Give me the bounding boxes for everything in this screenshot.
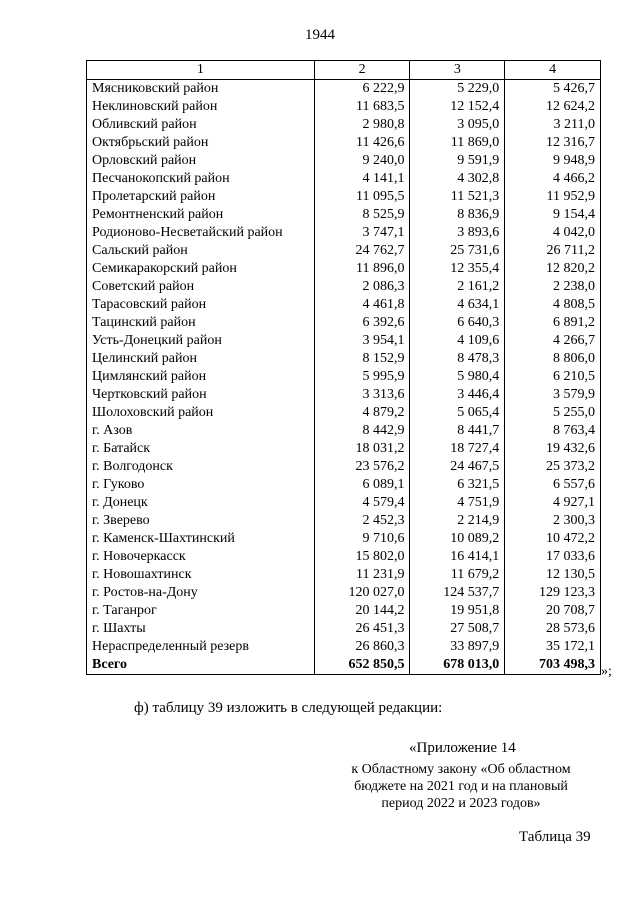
table-row bbox=[87, 152, 601, 170]
territory-name-cell: Чертковский район bbox=[87, 386, 315, 404]
amount-cell: 12 355,4 bbox=[410, 260, 505, 278]
amount-cell: 26 711,2 bbox=[505, 242, 601, 260]
territory-name-cell: Всего bbox=[87, 656, 315, 675]
appendix-reference bbox=[330, 761, 592, 812]
amount-cell: 678 013,0 bbox=[410, 656, 505, 675]
amount-cell: 8 442,9 bbox=[314, 422, 410, 440]
territory-name-cell: г. Таганрог bbox=[87, 602, 315, 620]
amount-cell: 6 321,5 bbox=[410, 476, 505, 494]
amount-cell: 2 452,3 bbox=[314, 512, 410, 530]
amount-cell: 129 123,3 bbox=[505, 584, 601, 602]
table-row bbox=[87, 476, 601, 494]
amount-cell: 2 300,3 bbox=[505, 512, 601, 530]
amount-cell: 8 152,9 bbox=[314, 350, 410, 368]
territory-name-cell: г. Зверево bbox=[87, 512, 315, 530]
territory-name-cell: Пролетарский район bbox=[87, 188, 315, 206]
amount-cell: 703 498,3 bbox=[505, 656, 601, 675]
territory-name-cell: Усть-Донецкий район bbox=[87, 332, 315, 350]
amendment-paragraph: ф) таблицу 39 изложить в следующей редакции: bbox=[134, 700, 443, 716]
territory-name-cell: г. Шахты bbox=[87, 620, 315, 638]
amount-cell: 26 860,3 bbox=[314, 638, 410, 656]
amount-cell: 4 302,8 bbox=[410, 170, 505, 188]
table-row bbox=[87, 404, 601, 422]
table-row bbox=[87, 134, 601, 152]
amount-cell: 2 214,9 bbox=[410, 512, 505, 530]
page-number: 1944 bbox=[305, 27, 335, 43]
amount-cell: 8 763,4 bbox=[505, 422, 601, 440]
territory-name-cell: Орловский район bbox=[87, 152, 315, 170]
territory-name-cell: г. Каменск-Шахтинский bbox=[87, 530, 315, 548]
amount-cell: 120 027,0 bbox=[314, 584, 410, 602]
amount-cell: 5 229,0 bbox=[410, 80, 505, 99]
table-row bbox=[87, 80, 601, 99]
table-row bbox=[87, 548, 601, 566]
amount-cell: 12 316,7 bbox=[505, 134, 601, 152]
amount-cell: 3 313,6 bbox=[314, 386, 410, 404]
amount-cell: 19 432,6 bbox=[505, 440, 601, 458]
amount-cell: 12 130,5 bbox=[505, 566, 601, 584]
amount-cell: 4 879,2 bbox=[314, 404, 410, 422]
table-row bbox=[87, 512, 601, 530]
amount-cell: 19 951,8 bbox=[410, 602, 505, 620]
amount-cell: 6 210,5 bbox=[505, 368, 601, 386]
amount-cell: 4 751,9 bbox=[410, 494, 505, 512]
amount-cell: 4 109,6 bbox=[410, 332, 505, 350]
territory-name-cell: Мясниковский район bbox=[87, 80, 315, 99]
table-row bbox=[87, 386, 601, 404]
amount-cell: 9 154,4 bbox=[505, 206, 601, 224]
territory-name-cell: Октябрьский район bbox=[87, 134, 315, 152]
table-row bbox=[87, 188, 601, 206]
amount-cell: 9 948,9 bbox=[505, 152, 601, 170]
table-row bbox=[87, 494, 601, 512]
amount-cell: 3 579,9 bbox=[505, 386, 601, 404]
territory-name-cell: Песчанокопский район bbox=[87, 170, 315, 188]
amount-cell: 12 624,2 bbox=[505, 98, 601, 116]
table-row bbox=[87, 242, 601, 260]
table-row bbox=[87, 278, 601, 296]
amount-cell: 25 731,6 bbox=[410, 242, 505, 260]
territory-name-cell: Тацинский район bbox=[87, 314, 315, 332]
table-row bbox=[87, 620, 601, 638]
territory-name-cell: г. Гуково bbox=[87, 476, 315, 494]
amount-cell: 3 954,1 bbox=[314, 332, 410, 350]
appendix-line: к Областному закону «Об областном bbox=[351, 762, 571, 777]
amount-cell: 3 095,0 bbox=[410, 116, 505, 134]
appendix-line: бюджете на 2021 год и на плановый bbox=[354, 779, 568, 794]
amount-cell: 9 591,9 bbox=[410, 152, 505, 170]
amount-cell: 8 478,3 bbox=[410, 350, 505, 368]
amount-cell: 28 573,6 bbox=[505, 620, 601, 638]
table-row bbox=[87, 224, 601, 242]
amount-cell: 18 031,2 bbox=[314, 440, 410, 458]
amount-cell: 8 525,9 bbox=[314, 206, 410, 224]
amount-cell: 6 640,3 bbox=[410, 314, 505, 332]
territory-name-cell: Родионово-Несветайский район bbox=[87, 224, 315, 242]
territory-name-cell: Цимлянский район bbox=[87, 368, 315, 386]
amount-cell: 4 042,0 bbox=[505, 224, 601, 242]
territory-name-cell: г. Ростов-на-Дону bbox=[87, 584, 315, 602]
amount-cell: 124 537,7 bbox=[410, 584, 505, 602]
territory-name-cell: Тарасовский район bbox=[87, 296, 315, 314]
table-row bbox=[87, 98, 601, 116]
amount-cell: 12 152,4 bbox=[410, 98, 505, 116]
table-body bbox=[87, 80, 601, 675]
territory-name-cell: Семикаракорский район bbox=[87, 260, 315, 278]
amount-cell: 8 806,0 bbox=[505, 350, 601, 368]
territory-name-cell: г. Волгодонск bbox=[87, 458, 315, 476]
table-row bbox=[87, 638, 601, 656]
table-row bbox=[87, 584, 601, 602]
territory-name-cell: Шолоховский район bbox=[87, 404, 315, 422]
column-header: 3 bbox=[410, 61, 505, 80]
amount-cell: 5 980,4 bbox=[410, 368, 505, 386]
table-row bbox=[87, 530, 601, 548]
amount-cell: 3 747,1 bbox=[314, 224, 410, 242]
appendix-line: период 2022 и 2023 годов» bbox=[381, 796, 541, 811]
table-row bbox=[87, 332, 601, 350]
territory-name-cell: Сальский район bbox=[87, 242, 315, 260]
territory-name-cell: г. Азов bbox=[87, 422, 315, 440]
table-row bbox=[87, 422, 601, 440]
territory-name-cell: г. Новочеркасск bbox=[87, 548, 315, 566]
amount-cell: 25 373,2 bbox=[505, 458, 601, 476]
appendix-title: «Приложение 14 bbox=[409, 740, 516, 756]
territory-name-cell: г. Новошахтинск bbox=[87, 566, 315, 584]
table-label: Таблица 39 bbox=[519, 829, 591, 845]
budget-table bbox=[86, 60, 601, 675]
table-header-row bbox=[87, 61, 601, 80]
amount-cell: 27 508,7 bbox=[410, 620, 505, 638]
table-row bbox=[87, 206, 601, 224]
amount-cell: 4 634,1 bbox=[410, 296, 505, 314]
amount-cell: 2 980,8 bbox=[314, 116, 410, 134]
amount-cell: 2 086,3 bbox=[314, 278, 410, 296]
table-row bbox=[87, 116, 601, 134]
amount-cell: 11 679,2 bbox=[410, 566, 505, 584]
amount-cell: 5 995,9 bbox=[314, 368, 410, 386]
table-row bbox=[87, 566, 601, 584]
amount-cell: 5 065,4 bbox=[410, 404, 505, 422]
territory-name-cell: Целинский район bbox=[87, 350, 315, 368]
amount-cell: 2 238,0 bbox=[505, 278, 601, 296]
amount-cell: 11 521,3 bbox=[410, 188, 505, 206]
table-row bbox=[87, 296, 601, 314]
amount-cell: 5 255,0 bbox=[505, 404, 601, 422]
amount-cell: 11 426,6 bbox=[314, 134, 410, 152]
amount-cell: 4 141,1 bbox=[314, 170, 410, 188]
amount-cell: 4 266,7 bbox=[505, 332, 601, 350]
amount-cell: 23 576,2 bbox=[314, 458, 410, 476]
territory-name-cell: г. Донецк bbox=[87, 494, 315, 512]
amount-cell: 5 426,7 bbox=[505, 80, 601, 99]
amount-cell: 18 727,4 bbox=[410, 440, 505, 458]
table-row bbox=[87, 440, 601, 458]
column-header: 4 bbox=[505, 61, 601, 80]
territory-name-cell: Нераспределенный резерв bbox=[87, 638, 315, 656]
amount-cell: 11 231,9 bbox=[314, 566, 410, 584]
territory-name-cell: Советский район bbox=[87, 278, 315, 296]
amount-cell: 20 144,2 bbox=[314, 602, 410, 620]
amount-cell: 6 089,1 bbox=[314, 476, 410, 494]
amount-cell: 17 033,6 bbox=[505, 548, 601, 566]
amount-cell: 9 710,6 bbox=[314, 530, 410, 548]
amount-cell: 4 808,5 bbox=[505, 296, 601, 314]
amount-cell: 3 446,4 bbox=[410, 386, 505, 404]
table-row bbox=[87, 458, 601, 476]
amount-cell: 11 683,5 bbox=[314, 98, 410, 116]
territory-name-cell: г. Батайск bbox=[87, 440, 315, 458]
column-header: 2 bbox=[314, 61, 410, 80]
table-row bbox=[87, 170, 601, 188]
amount-cell: 4 461,8 bbox=[314, 296, 410, 314]
table-row bbox=[87, 260, 601, 278]
amount-cell: 11 095,5 bbox=[314, 188, 410, 206]
amount-cell: 35 172,1 bbox=[505, 638, 601, 656]
amount-cell: 20 708,7 bbox=[505, 602, 601, 620]
amount-cell: 6 891,2 bbox=[505, 314, 601, 332]
amount-cell: 6 557,6 bbox=[505, 476, 601, 494]
amount-cell: 15 802,0 bbox=[314, 548, 410, 566]
amount-cell: 8 441,7 bbox=[410, 422, 505, 440]
amount-cell: 11 869,0 bbox=[410, 134, 505, 152]
table-row bbox=[87, 602, 601, 620]
territory-name-cell: Неклиновский район bbox=[87, 98, 315, 116]
table-row bbox=[87, 350, 601, 368]
amount-cell: 24 762,7 bbox=[314, 242, 410, 260]
amount-cell: 11 896,0 bbox=[314, 260, 410, 278]
amount-cell: 4 466,2 bbox=[505, 170, 601, 188]
amount-cell: 4 579,4 bbox=[314, 494, 410, 512]
territory-name-cell: Обливский район bbox=[87, 116, 315, 134]
amount-cell: 4 927,1 bbox=[505, 494, 601, 512]
amount-cell: 24 467,5 bbox=[410, 458, 505, 476]
table-row bbox=[87, 314, 601, 332]
amount-cell: 10 089,2 bbox=[410, 530, 505, 548]
amount-cell: 6 392,6 bbox=[314, 314, 410, 332]
table-total-row bbox=[87, 656, 601, 675]
territory-name-cell: Ремонтненский район bbox=[87, 206, 315, 224]
amount-cell: 11 952,9 bbox=[505, 188, 601, 206]
table-row bbox=[87, 368, 601, 386]
amount-cell: 12 820,2 bbox=[505, 260, 601, 278]
amount-cell: 10 472,2 bbox=[505, 530, 601, 548]
amount-cell: 26 451,3 bbox=[314, 620, 410, 638]
amount-cell: 652 850,5 bbox=[314, 656, 410, 675]
amount-cell: 3 211,0 bbox=[505, 116, 601, 134]
total-suffix: »; bbox=[601, 664, 612, 679]
amount-cell: 33 897,9 bbox=[410, 638, 505, 656]
amount-cell: 8 836,9 bbox=[410, 206, 505, 224]
amount-cell: 2 161,2 bbox=[410, 278, 505, 296]
amount-cell: 3 893,6 bbox=[410, 224, 505, 242]
column-header: 1 bbox=[87, 61, 315, 80]
amount-cell: 6 222,9 bbox=[314, 80, 410, 99]
amount-cell: 9 240,0 bbox=[314, 152, 410, 170]
amount-cell: 16 414,1 bbox=[410, 548, 505, 566]
